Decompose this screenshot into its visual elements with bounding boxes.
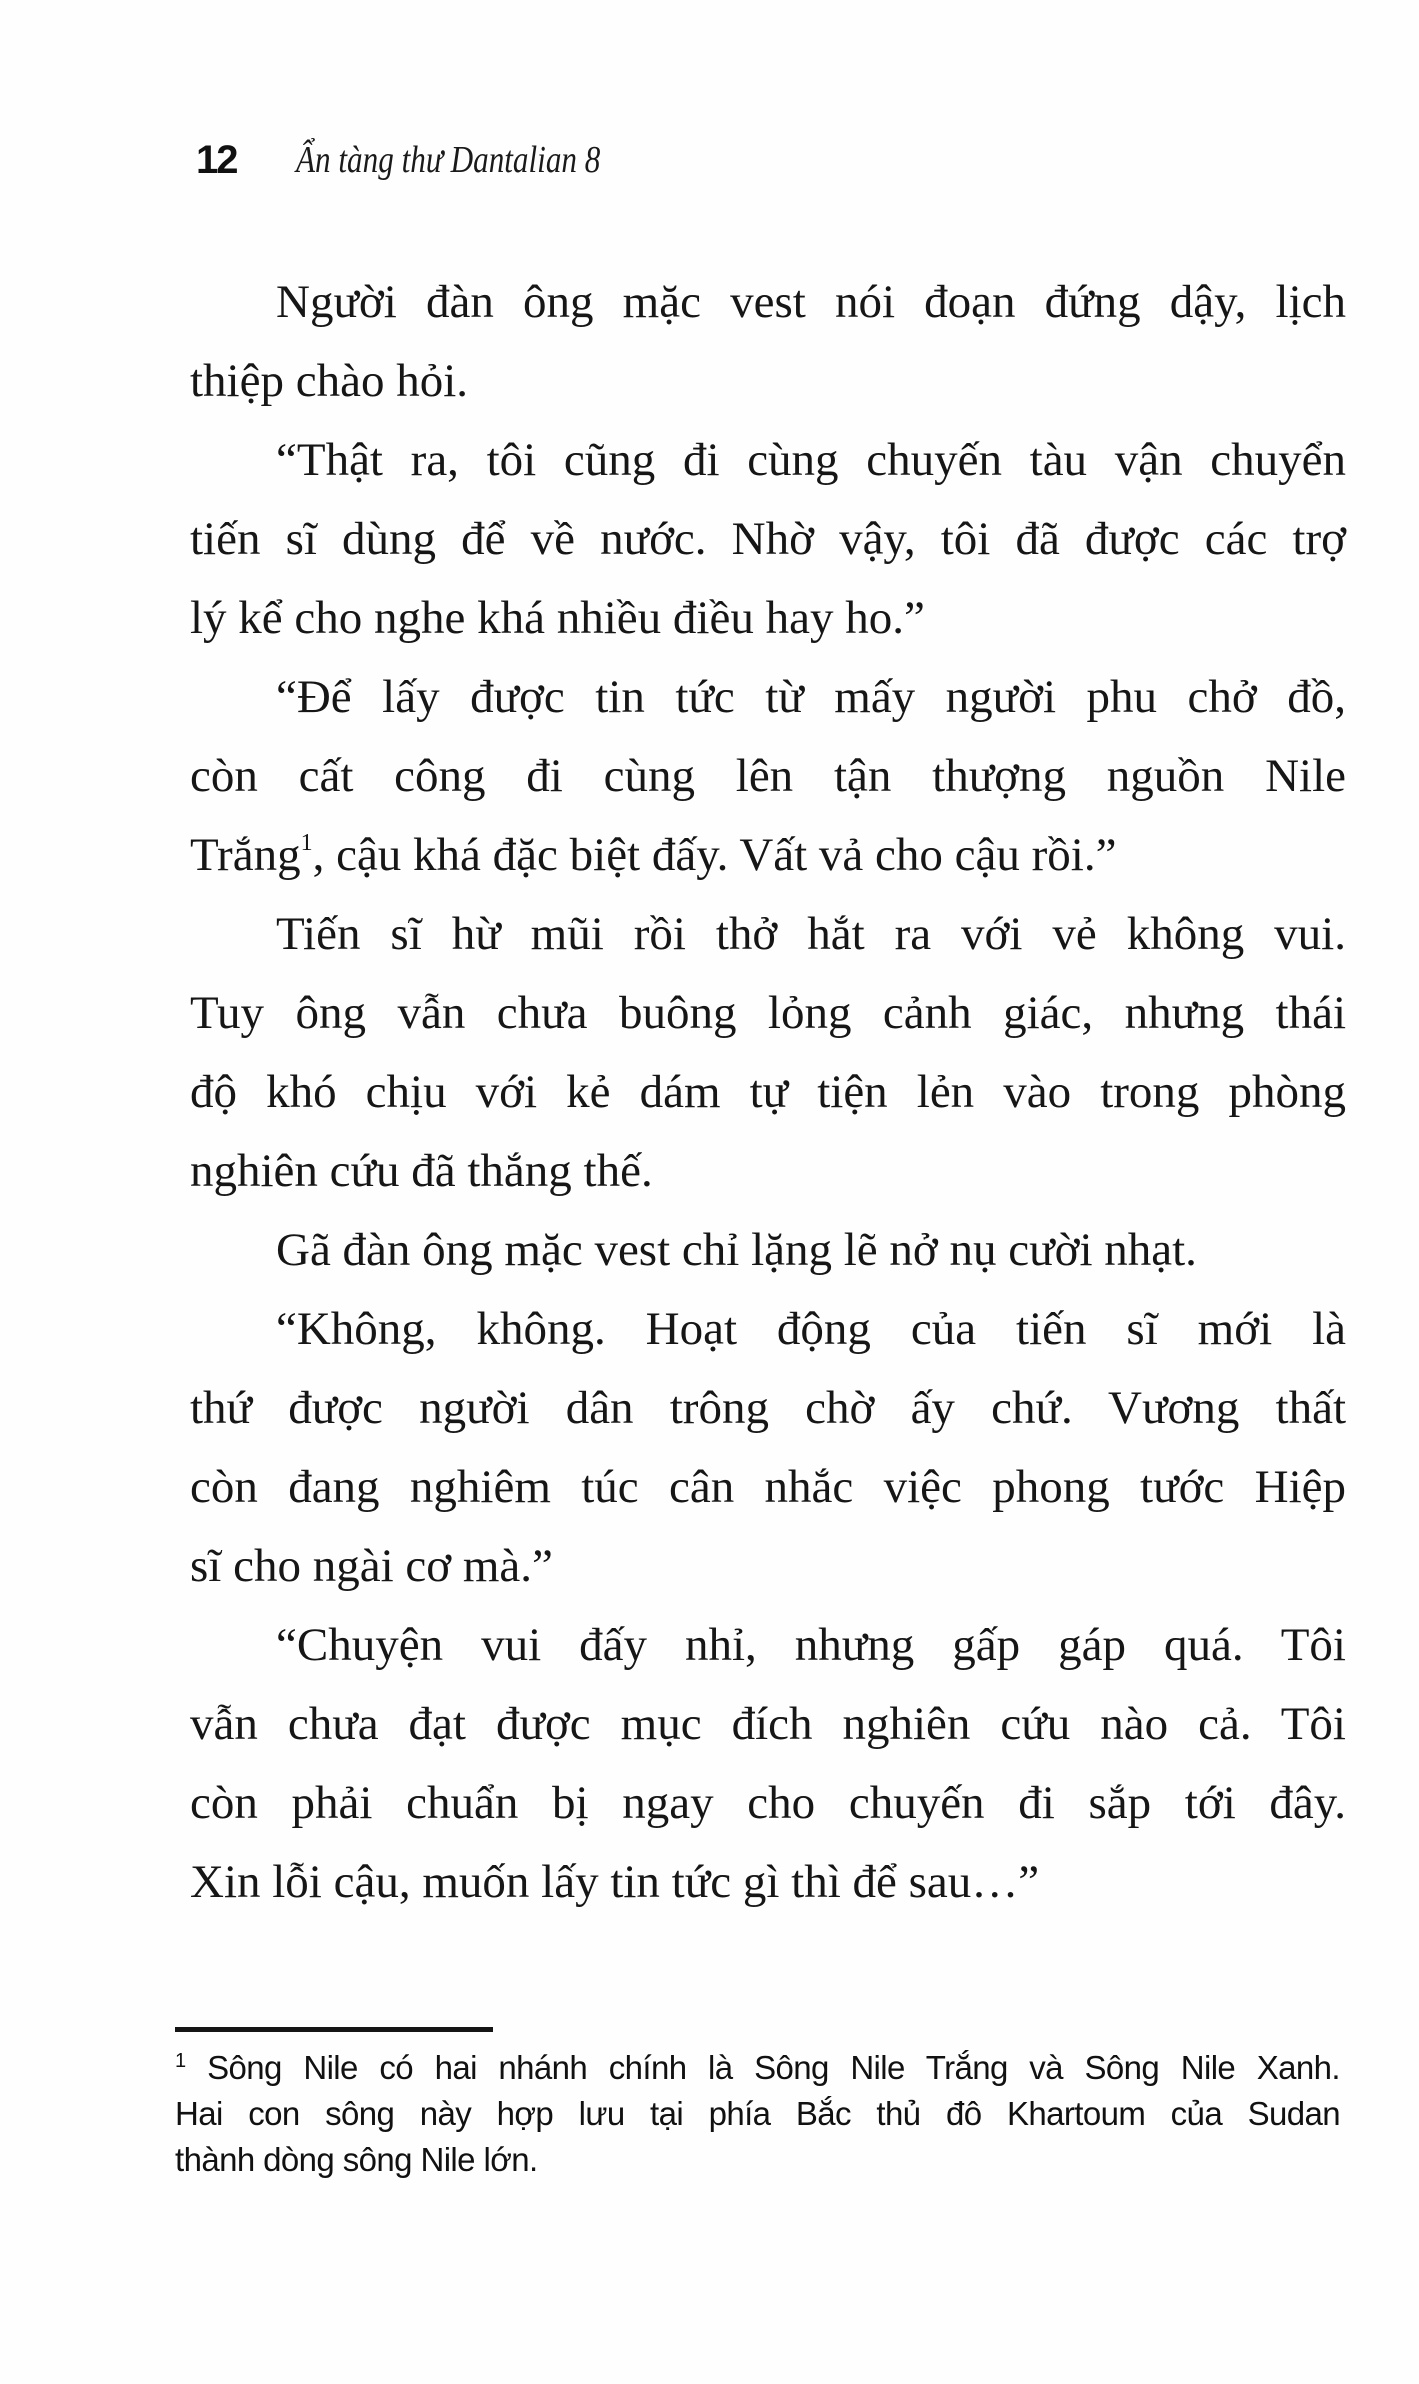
text-line: nghiên cứu đã thắng thế. — [190, 1145, 653, 1197]
text-line: “Để lấy được tin tức từ mấy người phu chở đồ, — [276, 671, 1346, 723]
text-line: Tiến sĩ hừ mũi rồi thở hắt ra với vẻ không vui. — [276, 908, 1346, 960]
page-number: 12 — [196, 138, 237, 182]
text-line: còn cất công đi cùng lên tận thượng nguồn Nile — [190, 750, 1346, 802]
text-line — [190, 825, 1346, 885]
footnote-line: Hai con sông này hợp lưu tại phía Bắc thủ đô Khartoum của Sudan — [175, 2095, 1340, 2132]
page-header — [196, 132, 896, 192]
text-line: còn phải chuẩn bị ngay cho chuyến đi sắp tới đây. — [190, 1777, 1346, 1829]
text-line: còn đang nghiêm túc cân nhắc việc phong tước Hiệp — [190, 1461, 1346, 1513]
text-line: lý kể cho nghe khá nhiều điều hay ho.” — [190, 592, 925, 644]
text-line: Gã đàn ông mặc vest chỉ lặng lẽ nở nụ cười nhạt. — [276, 1224, 1197, 1276]
text-line: “Thật ra, tôi cũng đi cùng chuyến tàu vận chuyển — [276, 434, 1346, 486]
footnote-line: thành dòng sông Nile lớn. — [175, 2141, 538, 2178]
running-title: Ẩn tàng thư Dantalian 8 — [296, 139, 601, 181]
text-line: vẫn chưa đạt được mục đích nghiên cứu nào cả. Tôi — [190, 1698, 1346, 1750]
text-line: Tuy ông vẫn chưa buông lỏng cảnh giác, nhưng thái — [190, 987, 1346, 1039]
text-fragment: , cậu khá đặc biệt đấy. Vất vả cho cậu rồi.” — [312, 829, 1117, 881]
footnote-line — [175, 2045, 1340, 2091]
text-line: Người đàn ông mặc vest nói đoạn đứng dậy, lịch — [276, 276, 1346, 328]
text-line: sĩ cho ngài cơ mà.” — [190, 1540, 553, 1592]
text-line: “Chuyện vui đấy nhỉ, nhưng gấp gáp quá. Tôi — [276, 1619, 1346, 1671]
footnote-reference[interactable]: 1 — [300, 830, 313, 856]
text-line: tiến sĩ dùng để về nước. Nhờ vậy, tôi đã được các trợ — [190, 513, 1346, 565]
footnoted-word: Trắng — [190, 829, 301, 881]
text-line: Xin lỗi cậu, muốn lấy tin tức gì thì để sau…” — [190, 1856, 1040, 1908]
text-line: độ khó chịu với kẻ dám tự tiện lẻn vào trong phòng — [190, 1066, 1346, 1118]
footnote-separator — [175, 2027, 493, 2032]
footnote-text: Sông Nile có hai nhánh chính là Sông Nile Trắng và Sông Nile Xanh. — [207, 2049, 1340, 2086]
text-line: “Không, không. Hoạt động của tiến sĩ mới là — [276, 1303, 1346, 1355]
footnote-marker: 1 — [175, 2050, 186, 2072]
text-line: thứ được người dân trông chờ ấy chứ. Vương thất — [190, 1382, 1346, 1434]
text-line: thiệp chào hỏi. — [190, 355, 469, 407]
